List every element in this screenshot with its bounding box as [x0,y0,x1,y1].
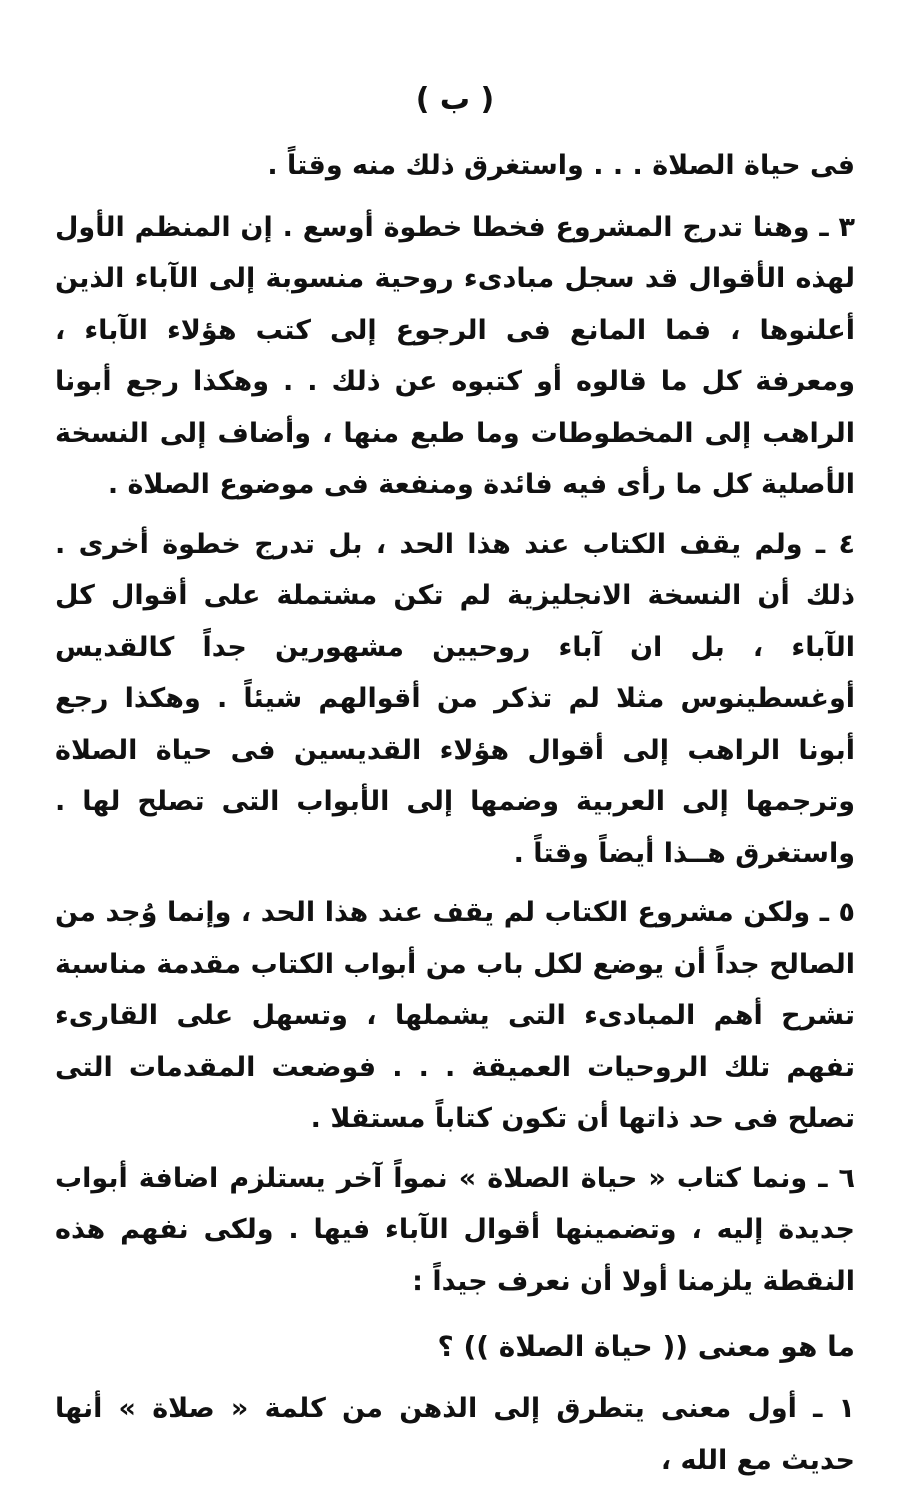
paragraph-1-start: ١ ـ أول معنى يتطرق إلى الذهن من كلمة « صلاة » أنها حديث مع الله ، [55,1393,855,1476]
section-heading: ما هو معنى (( حياة الصلاة )) ؟ [437,1330,855,1363]
paragraph-3: ٣ ـ وهنا تدرج المشروع فخطا خطوة أوسع . إن المنظم الأول لهذه الأقوال قد سجل مبادىء روحية منسوبة إلى الآباء الذين أعلنوها ، فما المانع فى الرجوع إلى كتب هؤلاء الآباء ، ومعرفة كل ما قالوه أو كتبوه عن ذلك . . وهكذا رجع أبونا الراهب إلى المخطوطات وما طبع منها ، وأضاف إلى النسخة الأصلية كل ما رأى فيه فائدة ومنفعة فى موضوع الصلاة . [55,211,855,500]
document-page [55,80,855,1476]
paragraph-6: ٦ ـ ونما كتاب « حياة الصلاة » نمواً آخر يستلزم اضافة أبواب جديدة إليه ، وتضمينها أقوال الآباء فيها . ولكى نفهم هذه النقطة يلزمنا أولا أن نعرف جيداً : [55,1162,855,1297]
page-label: ( ب ) [415,82,495,117]
paragraph-continuation: فى حياة الصلاة . . . واستغرق ذلك منه وقتاً . [267,150,855,181]
paragraph-4: ٤ ـ ولم يقف الكتاب عند هذا الحد ، بل تدرج خطوة أخرى . ذلك أن النسخة الانجليزية لم تكن مشتملة على أقوال كل الآباء ، بل ان آباء روحيين مشهورين جداً كالقديس أوغسطينوس مثلا لم تذكر من أقوالهم شيئاً . وهكذا رجع أبونا الراهب إلى أقوال هؤلاء القديسين فى حياة الصلاة وترجمها إلى العربية وضمها إلى الأبواب التى تصلح لها . واستغرق هــذا أيضاً وقتاً . [55,528,855,869]
paragraph-5: ٥ ـ ولكن مشروع الكتاب لم يقف عند هذا الحد ، وإنما وُجد من الصالح جداً أن يوضع لكل باب من أبواب الكتاب مقدمة مناسبة تشرح أهم المبادىء التى يشملها ، وتسهل على القارىء تفهم تلك الروحيات العميقة . . . فوضعت المقدمات التى تصلح فى حد ذاتها أن تكون كتاباً مستقلا . [55,897,855,1134]
